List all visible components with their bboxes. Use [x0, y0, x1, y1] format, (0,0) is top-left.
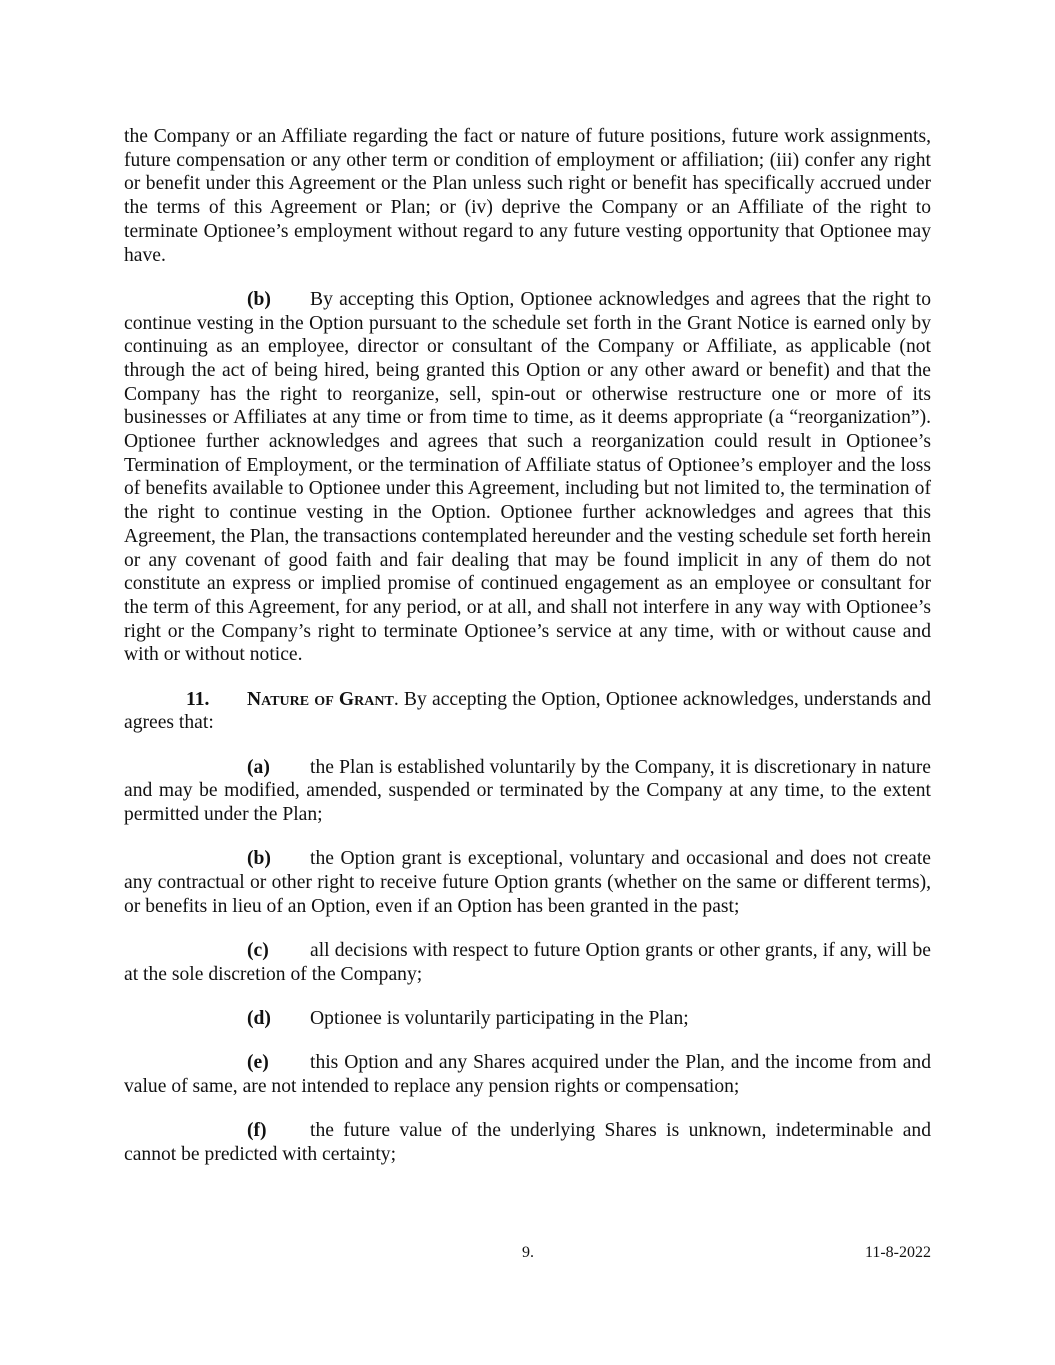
item-label: (a) [247, 756, 270, 778]
section-intro: . By accepting the Option, Optionee acknowledges, understands and agrees that: [124, 688, 931, 734]
paragraph-10b [124, 288, 931, 667]
list-item-d [124, 1007, 931, 1031]
item-label: (d) [247, 1008, 271, 1030]
section-number: 11. [186, 688, 210, 710]
page-number: 9. [522, 1244, 534, 1261]
list-item-b [124, 847, 931, 918]
item-text: the Plan is established voluntarily by the Company, it is discretionary in nature and may be modified, amended, suspended or terminated by the Company at any time, to the extent permitted under the Plan; [124, 756, 931, 826]
item-label: (b) [247, 848, 271, 870]
item-label: (e) [247, 1052, 269, 1074]
section-heading: Nature of Grant [247, 688, 394, 710]
item-label: (c) [247, 940, 269, 962]
item-label: (f) [247, 1120, 267, 1142]
item-text: this Option and any Shares acquired under the Plan, and the income from and value of same, are not intended to replace any pension rights or compensation; [124, 1052, 931, 1098]
list-item-f [124, 1119, 931, 1166]
list-item-a [124, 756, 931, 827]
paragraph-continuation: the Company or an Affiliate regarding the fact or nature of future positions, future work assignments, future compensation or any other term or condition of employment or affiliation; (iii) confer any right or benefit under this Agreement or the Plan unless such right or benefit has specifically accrued under the terms of this Agreement or Plan; or (iv) deprive the Company or an Affiliate of the right to terminate Optionee’s employment without regard to any future vesting opportunity that Optionee may have. [124, 126, 931, 266]
item-text: the Option grant is exceptional, voluntary and occasional and does not create any contractual or other right to receive future Option grants (whether on the same or different terms), or benefits in lieu of an Option, even if an Option has been granted in the past; [124, 848, 931, 917]
item-text: Optionee is voluntarily participating in the Plan; [310, 1008, 689, 1030]
list-item-e [124, 1051, 931, 1098]
item-text: all decisions with respect to future Option grants or other grants, if any, will be at the sole discretion of the Company; [124, 940, 931, 985]
paragraph-text: By accepting this Option, Optionee acknowledges and agrees that the right to continue vesting in the Option pursuant to the schedule set forth in the Grant Notice is earned only by continuing as an employee, director or consultant of the Company or Affiliate, as applicable (not through the act of being hired, being granted this Option or any other award or benefit) and that the Company has the right to reorganize, sell, spin-out or otherwise restructure one or more of its businesses or Affiliates at any time or from time to time, as it deems appropriate (a “reorganization”). Optionee further acknowledges and agrees that such a reorganization could result in Optionee’s Termination of Employment, or the termination of Affiliate status of Optionee’s employer and the loss of benefits available to Optionee under this Agreement, including but not limited to, the termination of the right to continue vesting in the Option. Optionee further acknowledges and agrees that this Agreement, the Plan, the transactions contemplated hereunder and the vesting schedule set forth herein or any covenant of good faith and fair dealing that may be found implicit in any of them do not constitute an express or implied promise of continued engagement as an employee or consultant for the term of this Agreement, for any period, or at all, and shall not interfere in any way with Optionee’s right or the Company’s right to terminate Optionee’s service at any time, with or without cause and with or without notice. [124, 288, 931, 666]
list-item-c [124, 939, 931, 986]
page-footer [124, 1243, 931, 1267]
document-body [124, 125, 931, 1167]
paragraph-label: (b) [247, 288, 271, 310]
section-11-heading-paragraph [124, 688, 931, 735]
item-text: the future value of the underlying Shares is unknown, indeterminable and cannot be predicted with certainty; [124, 1120, 931, 1166]
footer-date: 11-8-2022 [864, 1244, 931, 1261]
